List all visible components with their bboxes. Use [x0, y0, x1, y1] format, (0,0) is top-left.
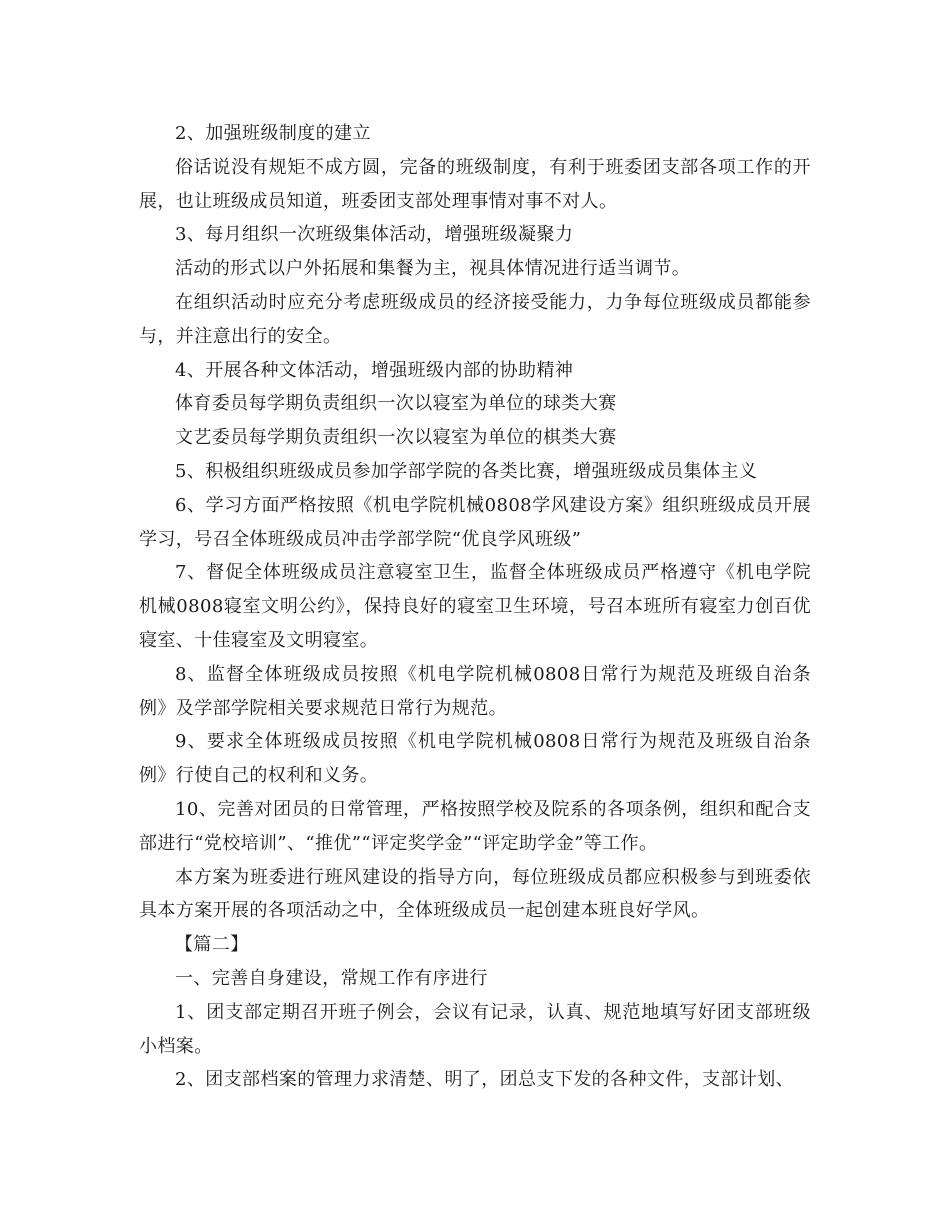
paragraph-13: 9、要求全体班级成员按照《机电学院机械0808日常行为规范及班级自治条例》行使自己的权利和义务。 [139, 731, 811, 787]
paragraph-11: 7、督促全体班级成员注意寝室卫生，监督全体班级成员严格遵守《机电学院机械0808寝室文明公约》，保持良好的寝室卫生环境，号召本班所有寝室力创百优寝室、十佳寝室及文明寝室。 [139, 562, 811, 651]
section-heading: 【篇二】 [175, 934, 249, 956]
paragraph-10: 6、学习方面严格按照《机电学院机械0808学风建设方案》组织班级成员开展学习，号召全体班级成员冲击学部学院“优良学风班级” [139, 494, 811, 550]
paragraph-7: 体育委员每学期负责组织一次以寝室为单位的球类大赛 [175, 393, 617, 415]
document-body [139, 117, 811, 1097]
paragraph-14: 10、完善对团员的日常管理，严格按照学校及院系的各项条例，组织和配合支部进行“党校培训”、“推优”“评定奖学金”“评定助学金”等工作。 [139, 798, 811, 854]
paragraph-1: 2、加强班级制度的建立 [175, 123, 371, 144]
paragraph-18: 1、团支部定期召开班子例会，会议有记录，认真、规范地填写好团支部班级小档案。 [139, 1001, 811, 1057]
paragraph-3: 3、每月组织一次班级集体活动，增强班级凝聚力 [175, 224, 574, 246]
paragraph-6: 4、开展各种文体活动，增强班级内部的协助精神 [175, 359, 574, 381]
paragraph-5: 在组织活动时应充分考虑班级成员的经济接受能力，力争每位班级成员都能参与，并注意出行的安全。 [139, 291, 811, 347]
paragraph-15: 本方案为班委进行班风建设的指导方向，每位班级成员都应积极参与到班委依具本方案开展的各项活动之中，全体班级成员一起创建本班良好学风。 [139, 866, 811, 922]
paragraph-4: 活动的形式以户外拓展和集餐为主，视具体情况进行适当调节。 [175, 258, 691, 280]
paragraph-12: 8、监督全体班级成员按照《机电学院机械0808日常行为规范及班级自治条例》及学部学院相关要求规范日常行为规范。 [139, 663, 811, 719]
paragraph-9: 5、积极组织班级成员参加学部学院的各类比赛，增强班级成员集体主义 [175, 460, 758, 482]
paragraph-2: 俗话说没有规矩不成方圆，完备的班级制度，有利于班委团支部各项工作的开展，也让班级成员知道，班委团支部处理事情对事不对人。 [139, 156, 811, 212]
paragraph-8: 文艺委员每学期负责组织一次以寝室为单位的棋类大赛 [175, 427, 617, 449]
paragraph-19: 2、团支部档案的管理力求清楚、明了，团总支下发的各种文件，支部计划、 [175, 1069, 795, 1091]
paragraph-17: 一、完善自身建设，常规工作有序进行 [175, 967, 488, 989]
